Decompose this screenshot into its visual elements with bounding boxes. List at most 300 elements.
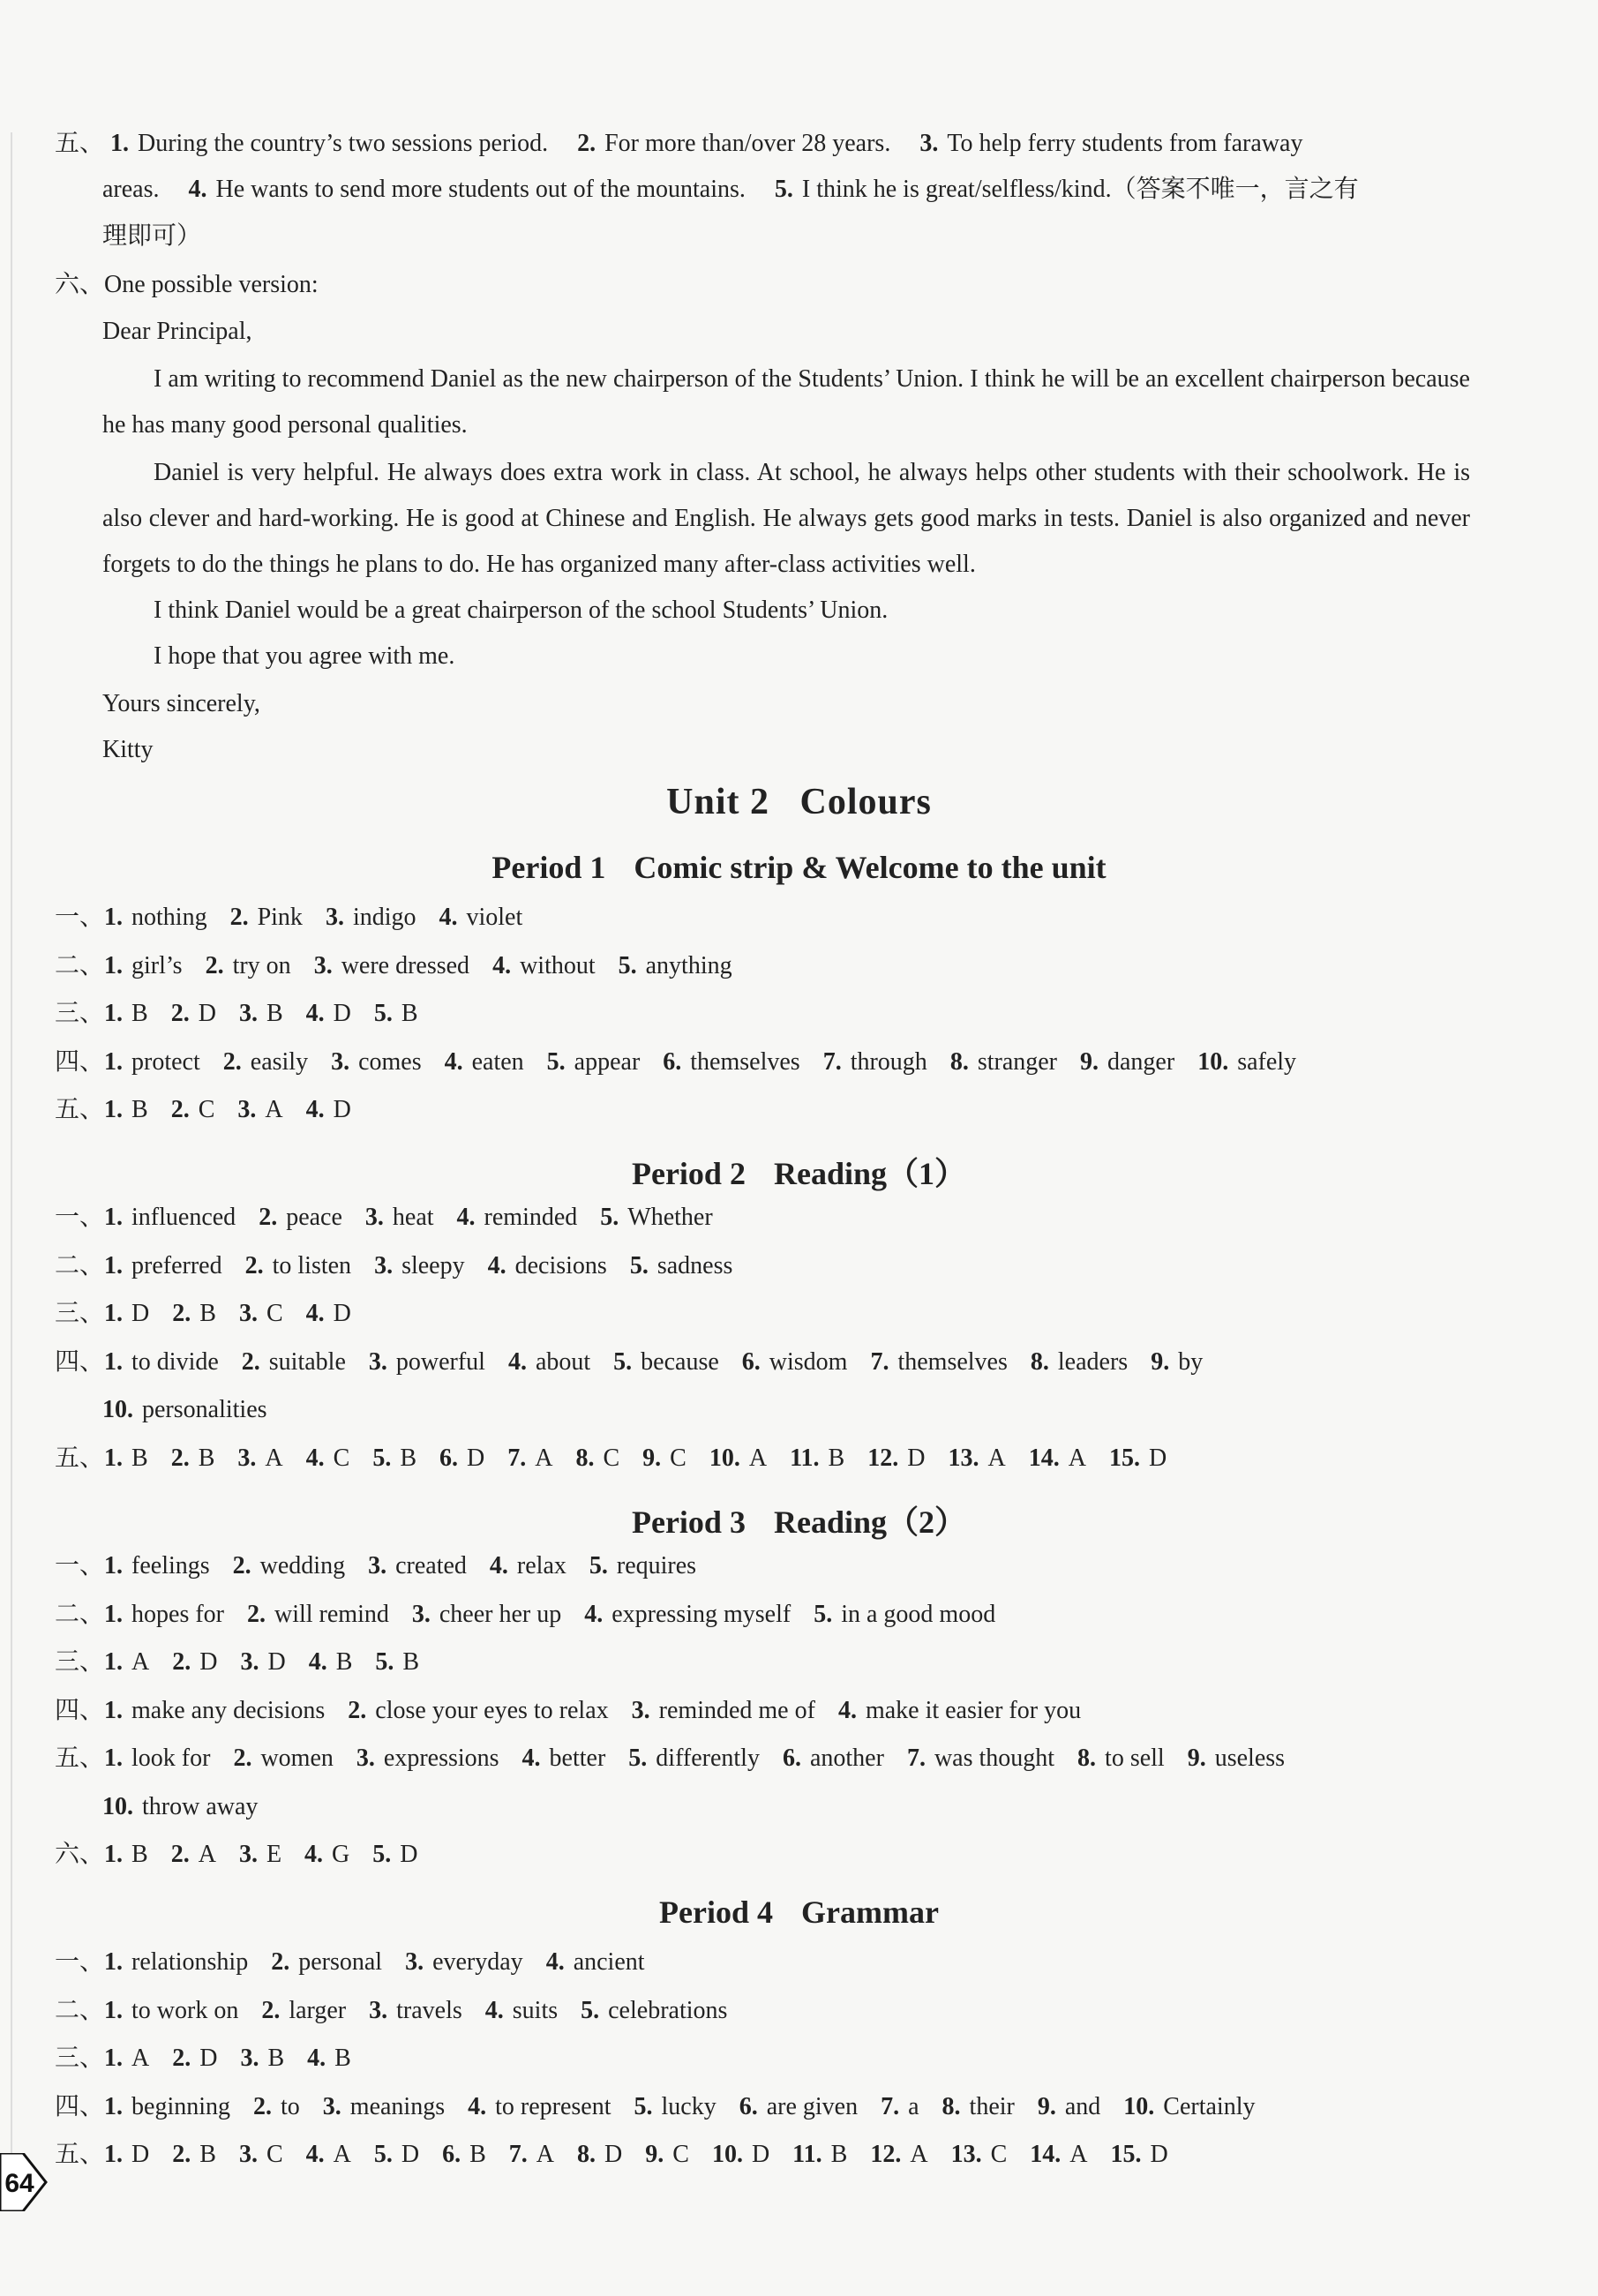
answer-text: their — [969, 2093, 1015, 2120]
item-number: 1. — [104, 1552, 124, 1579]
answer-text: better — [549, 1745, 606, 1772]
answer-text: B — [402, 1648, 420, 1676]
item-number: 8. — [1077, 1745, 1097, 1772]
answer-text: C — [266, 2141, 283, 2168]
item-number: 2. — [261, 1997, 281, 2024]
answer-row — [55, 902, 545, 934]
answer-text: to divide — [131, 1348, 219, 1376]
answer-text: D — [131, 2141, 150, 2168]
section-marker: 五、 — [55, 1444, 105, 1472]
answer-text: about — [535, 1348, 591, 1376]
item-number: 3. — [322, 2093, 341, 2120]
answer-text: B — [131, 1444, 148, 1472]
item-number: 5. — [814, 1601, 833, 1628]
answer-text: hopes for — [131, 1601, 224, 1628]
answer-text: B — [828, 1444, 845, 1472]
answer-text: by — [1178, 1348, 1204, 1376]
item-number: 2. — [222, 1048, 242, 1076]
answer-text: influenced — [131, 1204, 236, 1231]
answer-text: B — [199, 2141, 216, 2168]
answer-text: reminded — [484, 1204, 578, 1231]
item-number: 1. — [104, 2093, 124, 2120]
answer-text: will remind — [274, 1601, 389, 1628]
answer-text: D — [198, 1000, 216, 1027]
item-number: 1. — [104, 1841, 124, 1868]
item-number: 5. — [373, 1000, 393, 1027]
answer-text: to represent — [495, 2093, 611, 2120]
item-number: 3. — [313, 952, 333, 979]
left-margin-rule — [11, 132, 12, 2153]
section-marker: 二、 — [55, 1252, 105, 1279]
answer-text: A — [333, 2141, 351, 2168]
answer-text: B — [198, 1444, 215, 1472]
item-number: 3. — [356, 1745, 375, 1772]
item-number: 5. — [628, 1745, 648, 1772]
answer-text: danger — [1107, 1048, 1175, 1076]
answer-text: sleepy — [401, 1252, 465, 1279]
item-number: 10. — [711, 2141, 743, 2168]
answer-text: ancient — [573, 1948, 645, 1976]
answer-text: girl’s — [131, 952, 183, 979]
letter-paragraph: I think Daniel would be a great chairperson of the school Students’ Union. — [154, 597, 889, 624]
answer-text: because — [641, 1348, 719, 1376]
item-number: 11. — [790, 1444, 820, 1472]
answer-text: A — [131, 1648, 150, 1676]
item-number: 9. — [1187, 1745, 1206, 1772]
answer-text: lucky — [661, 2093, 716, 2120]
answer-text: safely — [1237, 1048, 1297, 1076]
item-number: 4. — [492, 952, 512, 979]
item-number: 4. — [304, 1841, 324, 1868]
item-number: 4. — [507, 1348, 527, 1376]
answer-text: and — [1064, 2093, 1101, 2120]
answer-text: throw away — [142, 1793, 259, 1820]
answer-text: C — [670, 1444, 686, 1472]
item-number: 1. — [104, 1997, 124, 2024]
item-number: 3. — [631, 1697, 650, 1724]
item-number: 8. — [1030, 1348, 1049, 1376]
answer-text: suitable — [268, 1348, 346, 1376]
item-number: 4. — [837, 1697, 857, 1724]
answer-text: A — [265, 1444, 283, 1472]
item-number: 5. — [375, 1648, 394, 1676]
answer-text: B — [830, 2141, 848, 2168]
answer-text: A — [1069, 2141, 1088, 2168]
answer-text: wedding — [259, 1552, 346, 1579]
answer-text: feelings — [131, 1552, 210, 1579]
item-number: 3. — [237, 1444, 257, 1472]
answer-row: 五、 1. During the country’s two sessions period. 2. For more than/over 28 years. 3. To help ferry students from faraway — [55, 130, 1303, 157]
answer-text: meanings — [349, 2093, 446, 2120]
item-number: 4. — [305, 1300, 325, 1327]
answer-text: preferred — [131, 1252, 222, 1279]
item-number: 9. — [1080, 1048, 1099, 1076]
answer-text: differently — [656, 1745, 760, 1772]
section-marker: 二、 — [55, 1997, 105, 2024]
letter-greeting: Dear Principal, — [102, 318, 252, 345]
section-marker: 四、 — [55, 2093, 105, 2120]
answer-text: C — [672, 2141, 689, 2168]
item-number: 3. — [325, 904, 344, 931]
item-number: 8. — [575, 1444, 595, 1472]
answer-text: personalities — [142, 1396, 267, 1423]
answer-text: stranger — [977, 1048, 1057, 1076]
item-number: 4. — [545, 1948, 565, 1976]
item-number: 3. — [368, 1552, 387, 1579]
answer-row — [55, 1550, 719, 1582]
answer-text: try on — [232, 952, 291, 979]
answer-text: expressing myself — [611, 1601, 791, 1628]
answer-text: D — [401, 2141, 420, 2168]
period-title: Period 2 Reading（1） — [631, 1156, 966, 1191]
section-marker: 六、 — [55, 271, 105, 298]
answer-row — [102, 1791, 281, 1823]
item-number: 2. — [253, 2093, 273, 2120]
item-number: 2. — [170, 1096, 190, 1123]
answer-text: wisdom — [769, 1348, 848, 1376]
answer-text: was thought — [934, 1745, 1055, 1772]
answer-text: D — [1150, 2141, 1168, 2168]
section-marker: 一、 — [55, 904, 105, 931]
item-number: 3. — [238, 1000, 258, 1027]
item-number: 3. — [238, 1300, 258, 1327]
answer-row — [102, 1394, 290, 1426]
answer-text: B — [131, 1841, 148, 1868]
page-number: 64 — [4, 2169, 34, 2198]
answer-text: travels — [396, 1997, 462, 2024]
item-number: 1. — [104, 1252, 124, 1279]
unit-title: Unit 2 Colours — [666, 782, 932, 822]
item-number: 3. — [368, 1348, 387, 1376]
item-number: 4. — [305, 1000, 325, 1027]
answer-text: D — [333, 1300, 351, 1327]
answer-text: peace — [286, 1204, 342, 1231]
item-number: 4. — [584, 1601, 604, 1628]
section-marker: 三、 — [55, 1648, 105, 1676]
item-number: 13. — [950, 2141, 982, 2168]
answer-text: requires — [616, 1552, 697, 1579]
item-number: 1. — [104, 2141, 124, 2168]
answer-text: D — [907, 1444, 926, 1472]
answer-text: Certainly — [1163, 2093, 1256, 2120]
item-number: 2. — [170, 1000, 190, 1027]
item-number: 4. — [439, 904, 458, 931]
item-number: 14. — [1028, 1444, 1060, 1472]
item-number: 1. — [104, 1348, 124, 1376]
item-number: 2. — [259, 1204, 278, 1231]
period-title: Period 1 Comic strip & Welcome to the unit — [491, 850, 1107, 885]
answer-text: without — [520, 952, 596, 979]
answer-text: D — [333, 1096, 351, 1123]
item-number: 2. — [232, 1552, 251, 1579]
item-number: 6. — [739, 2093, 758, 2120]
item-number: 3. — [238, 1841, 258, 1868]
item-number: 3. — [405, 1948, 424, 1976]
section-marker: 三、 — [55, 2045, 105, 2072]
item-number: 5. — [372, 1444, 392, 1472]
item-number: 2. — [172, 2141, 191, 2168]
answer-text: A — [536, 2141, 555, 2168]
item-number: 5. — [372, 1841, 392, 1868]
answer-text: D — [199, 2045, 218, 2072]
answer-text: A — [1068, 1444, 1086, 1472]
item-number: 2. — [172, 2045, 191, 2072]
answer-row — [55, 1202, 736, 1234]
answer-text: B — [334, 2045, 351, 2072]
item-number: 1. — [104, 1601, 124, 1628]
answer-text: nothing — [131, 904, 207, 931]
answer-text: protect — [131, 1048, 200, 1076]
section-marker: 二、 — [55, 952, 105, 979]
letter-paragraph: I am writing to recommend Daniel as the new chairperson of the Students’ Union. I think he will be an excellent chairperson because he has many good personal qualities. — [102, 365, 1470, 439]
answer-text: decisions — [514, 1252, 607, 1279]
item-number: 4. — [444, 1048, 463, 1076]
answer-text: beginning — [131, 2093, 231, 2120]
answer-text: D — [1148, 1444, 1167, 1472]
answer-text: in a good mood — [841, 1601, 996, 1628]
answer-text: look for — [131, 1745, 211, 1772]
answer-text: to — [281, 2093, 300, 2120]
item-number: 6. — [782, 1745, 801, 1772]
answer-text: B — [400, 1444, 416, 1472]
section-marker: 四、 — [55, 1048, 105, 1076]
section-marker: 一、 — [55, 1204, 105, 1231]
answer-text: A — [535, 1444, 553, 1472]
answer-row — [55, 1094, 374, 1126]
answer-text: to work on — [131, 1997, 239, 2024]
item-number: 3. — [238, 2141, 258, 2168]
item-number: 1. — [104, 1444, 124, 1472]
answer-row — [55, 2043, 374, 2075]
item-number: 5. — [618, 952, 637, 979]
item-number: 1. — [104, 904, 124, 931]
item-number: 2. — [247, 1601, 266, 1628]
answer-text: D — [131, 1300, 150, 1327]
item-number: 3. — [237, 1096, 257, 1123]
item-number: 2. — [229, 904, 249, 931]
item-number: 4. — [305, 1444, 325, 1472]
item-number: 2. — [233, 1745, 252, 1772]
answer-text: themselves — [897, 1348, 1008, 1376]
answer-text: A — [987, 1444, 1006, 1472]
section-marker: 六、 — [55, 1841, 105, 1868]
answer-text: C — [266, 1300, 283, 1327]
item-number: 1. — [104, 1648, 124, 1676]
item-number: 13. — [948, 1444, 979, 1472]
item-number: 15. — [1110, 2141, 1142, 2168]
answer-text: close your eyes to relax — [375, 1697, 609, 1724]
item-number: 2. — [172, 1648, 191, 1676]
answer-text: a — [908, 2093, 919, 2120]
answer-text: to sell — [1105, 1745, 1165, 1772]
answer-text: B — [266, 1000, 283, 1027]
letter-paragraph: Daniel is very helpful. He always does extra work in class. At school, he always helps other students with their schoolwork. He is also clever and hard-working. He is good at Chinese and English. He always gets good marks in tests. Daniel is also organized and never forgets to do the things he plans to do. He has organized many after-class activities well. — [102, 459, 1470, 578]
answer-row — [55, 1250, 755, 1282]
item-number: 4. — [521, 1745, 541, 1772]
answer-text: A — [131, 2045, 150, 2072]
answer-text: powerful — [395, 1348, 485, 1376]
answer-text: leaders — [1057, 1348, 1129, 1376]
section-marker: 五、 — [55, 1745, 105, 1772]
section-marker: 五、 — [55, 2141, 105, 2168]
item-number: 5. — [629, 1252, 649, 1279]
answer-text: D — [400, 1841, 418, 1868]
item-number: 3. — [331, 1048, 350, 1076]
item-number: 4. — [489, 1552, 508, 1579]
answer-text: D — [267, 1648, 286, 1676]
answer-text: reminded me of — [658, 1697, 815, 1724]
answer-row — [55, 2091, 1279, 2123]
section-marker: 五、 — [55, 1096, 105, 1123]
item-number: 2. — [172, 1300, 191, 1327]
item-number: 3. — [374, 1252, 394, 1279]
item-number: 5. — [589, 1552, 608, 1579]
item-number: 7. — [881, 2093, 900, 2120]
answer-text: D — [467, 1444, 485, 1472]
answer-row — [55, 1695, 1104, 1727]
section-marker: 一、 — [55, 1552, 105, 1579]
section-marker: 二、 — [55, 1601, 105, 1628]
item-number: 5. — [634, 2093, 653, 2120]
item-number: 8. — [949, 1048, 969, 1076]
answer-text: E — [266, 1841, 282, 1868]
answer-row — [55, 1995, 750, 2027]
item-number: 10. — [709, 1444, 740, 1472]
item-number: 10. — [1197, 1048, 1229, 1076]
item-number: 3. — [240, 1648, 259, 1676]
item-number: 11. — [792, 2141, 822, 2168]
item-number: 1. — [104, 1204, 124, 1231]
section-marker: 一、 — [55, 1948, 105, 1976]
answer-row: 六、One possible version: — [55, 271, 319, 298]
item-number: 1. — [104, 1000, 124, 1027]
item-number: 3. — [364, 1204, 384, 1231]
answer-text: C — [198, 1096, 215, 1123]
item-number: 2. — [244, 1252, 264, 1279]
item-number: 1. — [104, 1745, 124, 1772]
answer-row — [55, 1347, 1226, 1378]
answer-text: Whether — [627, 1204, 713, 1231]
item-number: 8. — [942, 2093, 961, 2120]
answer-row — [55, 950, 755, 982]
answer-text: eaten — [471, 1048, 524, 1076]
item-number: 2. — [205, 952, 224, 979]
answer-row: areas. 4. He wants to send more students out of the mountains. 5. I think he is great/selfless/kind.（答案不唯一，言之有 — [102, 176, 1359, 203]
answer-row — [55, 1599, 1018, 1631]
item-number: 12. — [867, 1444, 899, 1472]
answer-text: B — [131, 1000, 148, 1027]
item-number: 9. — [645, 2141, 664, 2168]
item-number: 3. — [411, 1601, 431, 1628]
answer-row — [55, 998, 441, 1030]
answer-text: D — [751, 2141, 770, 2168]
answer-text: suits — [512, 1997, 559, 2024]
answer-text: were dressed — [341, 952, 470, 979]
answer-text: relax — [516, 1552, 566, 1579]
item-number: 8. — [577, 2141, 596, 2168]
item-number: 4. — [484, 1997, 504, 2024]
answer-text: B — [131, 1096, 148, 1123]
item-number: 4. — [456, 1204, 476, 1231]
answer-text: created — [395, 1552, 467, 1579]
item-number: 9. — [642, 1444, 662, 1472]
answer-text: indigo — [352, 904, 416, 931]
item-number: 3. — [240, 2045, 259, 2072]
answer-text: celebrations — [608, 1997, 728, 2024]
item-number: 3. — [369, 1997, 388, 2024]
answer-text: G — [332, 1841, 350, 1868]
answer-text: themselves — [690, 1048, 800, 1076]
section-marker: 三、 — [55, 1300, 105, 1327]
section-marker: 四、 — [55, 1697, 105, 1724]
answer-text: D — [604, 2141, 623, 2168]
section-marker: 五、 — [55, 130, 105, 157]
period-title: Period 4 Grammar — [659, 1895, 939, 1930]
answer-text: B — [469, 2141, 486, 2168]
item-number: 5. — [581, 1997, 600, 2024]
item-number: 14. — [1030, 2141, 1062, 2168]
item-number: 4. — [305, 1096, 325, 1123]
answer-row: 理即可） — [102, 222, 202, 250]
answer-text: useless — [1214, 1745, 1286, 1772]
answer-text: comes — [358, 1048, 422, 1076]
answer-text: heat — [392, 1204, 434, 1231]
answer-text: relationship — [131, 1948, 249, 1976]
answer-text: easily — [250, 1048, 309, 1076]
answer-text: D — [333, 1000, 351, 1027]
answer-text: C — [333, 1444, 350, 1472]
answer-text: B — [335, 1648, 353, 1676]
item-number: 1. — [104, 1048, 124, 1076]
item-number: 1. — [104, 1300, 124, 1327]
item-number: 1. — [104, 2045, 124, 2072]
answer-text: A — [265, 1096, 283, 1123]
item-number: 7. — [508, 2141, 528, 2168]
answer-text: make any decisions — [131, 1697, 326, 1724]
item-number: 6. — [663, 1048, 682, 1076]
answer-text: another — [809, 1745, 884, 1772]
item-number: 2. — [271, 1948, 290, 1976]
item-number: 7. — [822, 1048, 842, 1076]
answer-text: violet — [466, 904, 523, 931]
item-number: 5. — [546, 1048, 566, 1076]
answer-row — [55, 1839, 441, 1871]
item-number: 4. — [307, 2045, 326, 2072]
answer-text: A — [748, 1444, 768, 1472]
item-number: 10. — [1123, 2093, 1155, 2120]
answer-text: C — [603, 1444, 620, 1472]
item-number: 4. — [305, 2141, 325, 2168]
item-number: 7. — [507, 1444, 527, 1472]
answer-text: everyday — [432, 1948, 523, 1976]
item-number: 10. — [102, 1396, 133, 1423]
item-number: 6. — [442, 2141, 461, 2168]
answer-text: appear — [574, 1048, 641, 1076]
item-number: 2. — [348, 1697, 367, 1724]
answer-text: expressions — [383, 1745, 499, 1772]
answer-text: C — [990, 2141, 1008, 2168]
item-number: 2. — [170, 1841, 190, 1868]
answer-row — [55, 1647, 442, 1678]
answer-row — [55, 1743, 1308, 1775]
answer-text: A — [910, 2141, 928, 2168]
answer-text: to listen — [272, 1252, 352, 1279]
item-number: 6. — [439, 1444, 458, 1472]
item-number: 5. — [600, 1204, 619, 1231]
answer-text: are given — [766, 2093, 859, 2120]
letter-paragraph: I hope that you agree with me. — [154, 642, 455, 670]
item-number: 7. — [870, 1348, 889, 1376]
